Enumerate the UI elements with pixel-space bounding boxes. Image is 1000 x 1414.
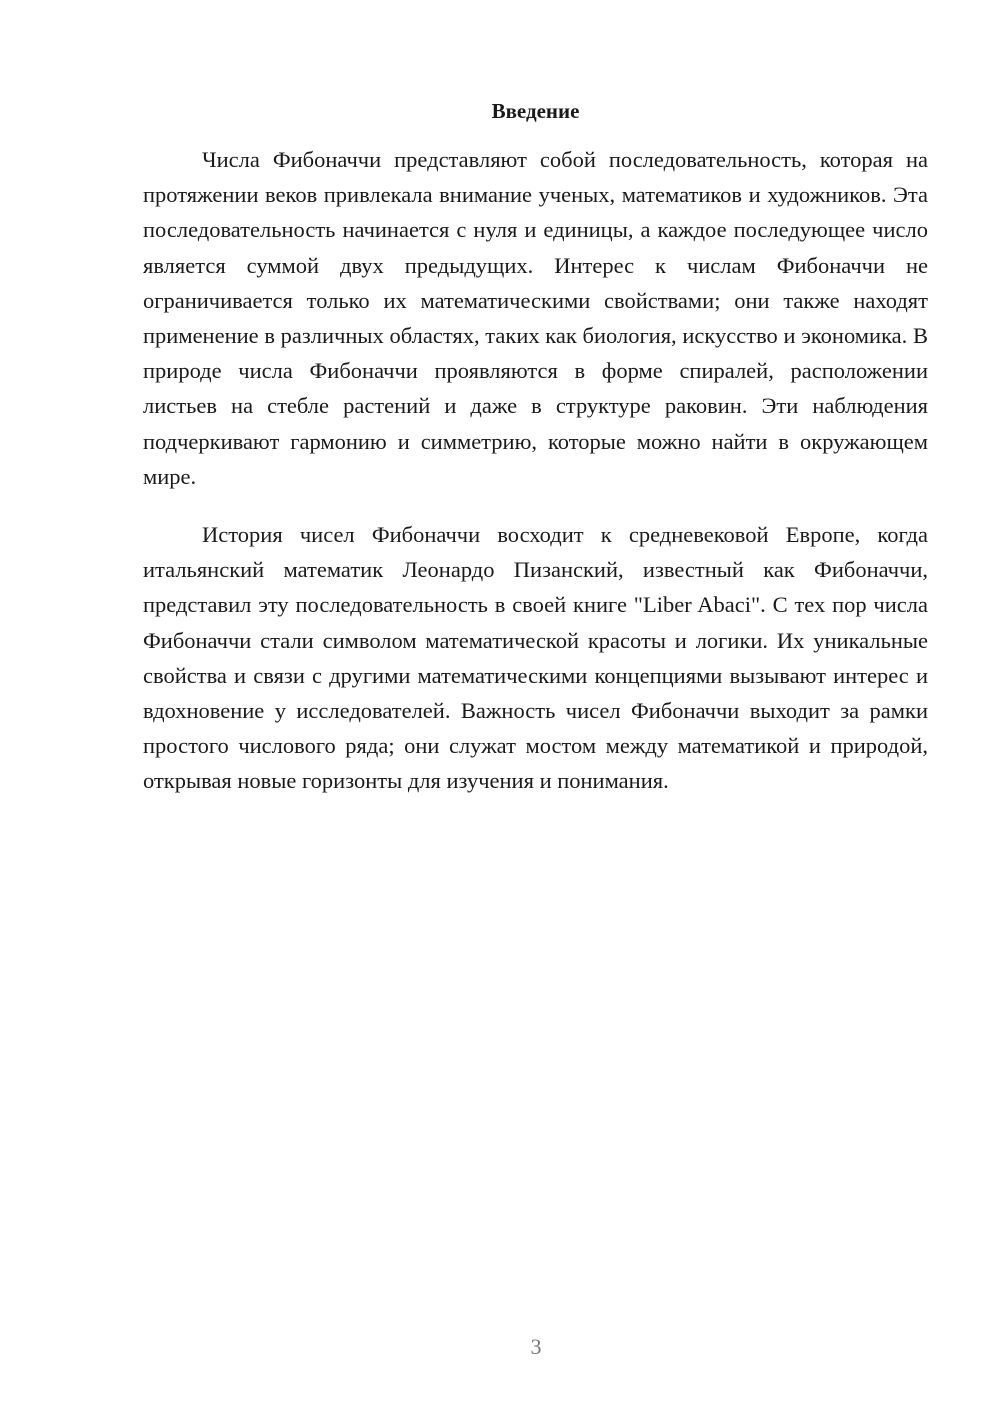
paragraph-block-1 xyxy=(143,142,928,494)
body-paragraph-2: История чисел Фибоначчи восходит к средневековой Европе, когда итальянский математик Леонардо Пизанский, известный как Фибоначчи, представил эту последовательность в своей книге "Liber Abaci". С тех пор числа Фибоначчи стали символом математической красоты и логики. Их уникальные свойства и связи с другими математическими концепциями вызывают интерес и вдохновение у исследователей. Важность чисел Фибоначчи выходит за рамки простого числового ряда; они служат мостом между математикой и природой, открывая новые горизонты для изучения и понимания. xyxy=(143,522,928,794)
section-heading: Введение xyxy=(491,99,580,123)
page-number: 3 xyxy=(530,1334,542,1359)
paragraph-block-2 xyxy=(143,517,928,799)
body-paragraph-1: Числа Фибоначчи представляют собой последовательность, которая на протяжении веков привлекала внимание ученых, математиков и художников. Эта последовательность начинается с нуля и единицы, а каждое последующее число является суммой двух предыдущих. Интерес к числам Фибоначчи не ограничивается только их математическими свойствами; они также находят применение в различных областях, таких как биология, искусство и экономика. В природе числа Фибоначчи проявляются в форме спиралей, расположении листьев на стебле растений и даже в структуре раковин. Эти наблюдения подчеркивают гармонию и симметрию, которые можно найти в окружающем мире. xyxy=(143,147,928,489)
